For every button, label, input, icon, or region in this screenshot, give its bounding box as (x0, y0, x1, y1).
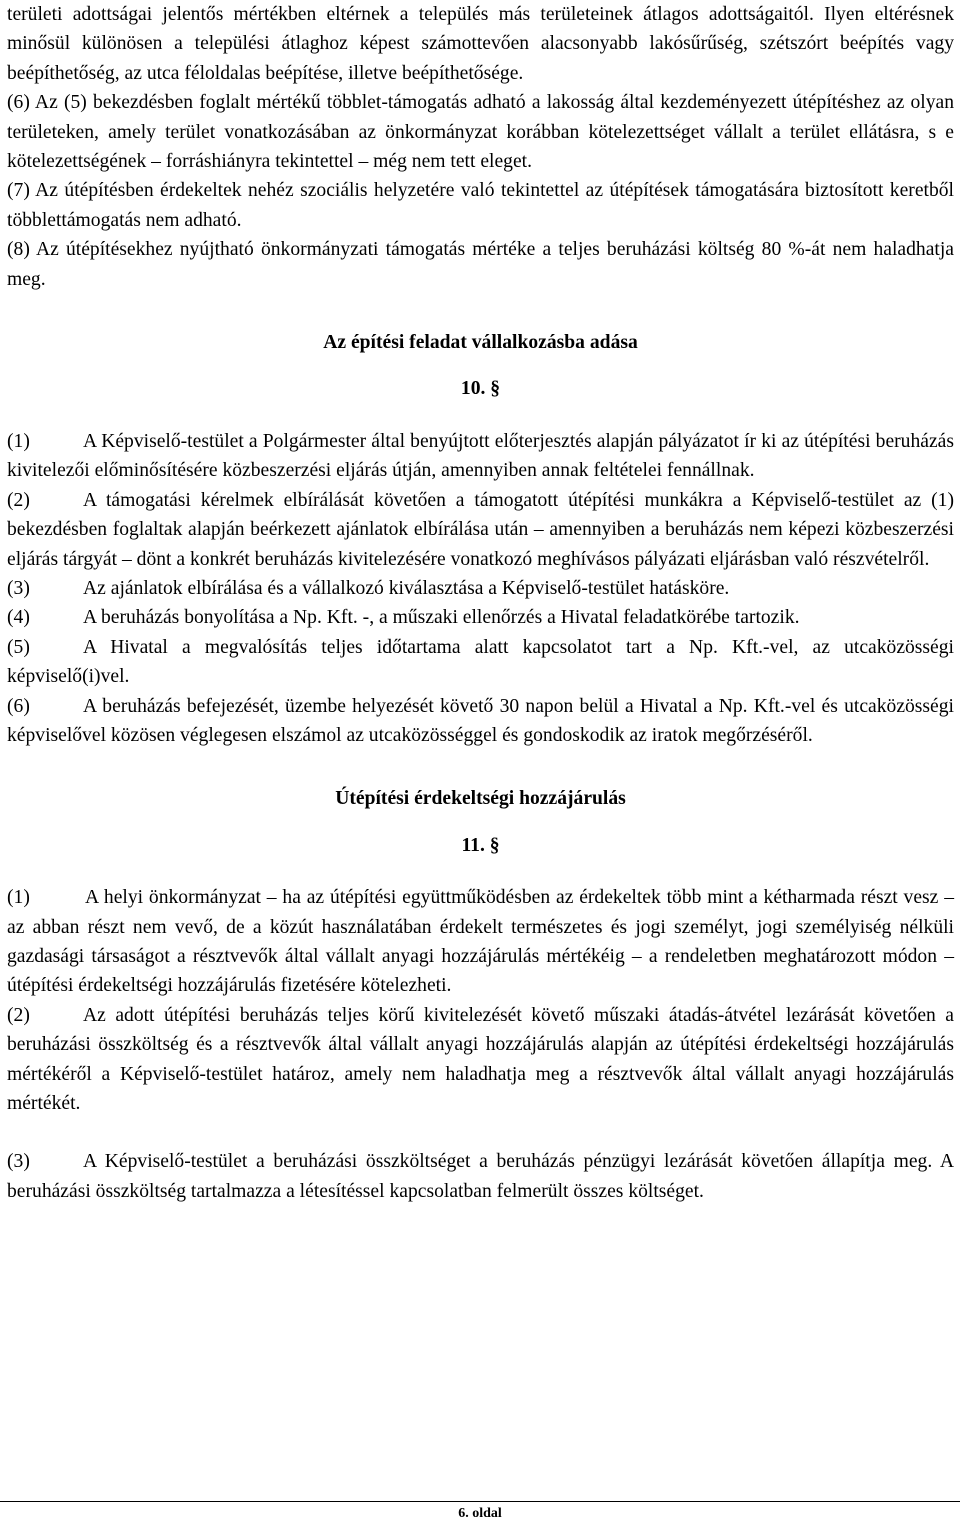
section-11-item-3 (7, 1147, 954, 1206)
item-text: A támogatási kérelmek elbírálását követően a támogatott útépítési munkákra a Képviselő-testület az (1) bekezdésben foglaltak alapján beérkezett ajánlatok elbírálása után – amennyiben a beruházás nem képezi közbeszerzési eljárás tárgyát – dönt a konkrét beruházás kivitelezésére vonatkozó meghívásos pályázati eljárásban való részvételről. (7, 489, 954, 570)
section-10-number: 10. § (460, 378, 501, 400)
paragraph-continuation: területi adottságai jelentős mértékben eltérnek a település más területeinek átlagos adottságaitól. Ilyen eltérésnek minősül különösen a települési átlaghoz képest számottevően alacsonyabb lakósűrűség, szétszórt beépítés vagy beépíthetőség, az utca féloldalas beépítése, illetve beépíthetősége. (7, 4, 954, 84)
item-number: (3) (7, 577, 30, 599)
section-11-items (7, 883, 954, 1206)
item-number: (2) (7, 489, 30, 511)
section-10-items (7, 427, 954, 750)
section-11-item-2 (7, 1001, 954, 1119)
item-text: A Hivatal a megvalósítás teljes időtartama alatt kapcsolatot tart a Np. Kft.-vel, az utcaközösségi képviselő(i)vel. (7, 636, 954, 688)
item-number: (3) (7, 1151, 30, 1173)
paragraph-7: (7) Az útépítésben érdekeltek nehéz szociális helyzetére való tekintettel az útépítések támogatására biztosított keretből többlettámogatás nem adható. (7, 180, 954, 231)
item-text: Az adott útépítési beruházás teljes körű kivitelezését követő műszaki átadás-átvétel lezárását követően a beruházási összköltség és a résztvevők által vállalt anyagi hozzájárulás alapján az útépítési érdekeltségi hozzájárulás mértékéről a Képviselő-testület határoz, amely nem haladhatja meg a résztvevők által vállalt anyagi hozzájárulás mértékét. (7, 1004, 954, 1114)
item-number: (6) (7, 695, 30, 717)
item-text: A helyi önkormányzat – ha az útépítési együttműködésben az érdekeltek több mint a kétharmada részt vesz – az abban részt nem vevő, de a közút használatában érdekelt természetes és jogi személyt, jogi személyiség nélküli gazdasági társaságot a résztvevők által vállalt anyagi hozzájárulás mértékéig – a rendeletben meghatározott módon – útépítési érdekeltségi hozzájárulás fizetésére kötelezheti. (7, 887, 954, 997)
item-text: A beruházás befejezését, üzembe helyezését követő 30 napon belül a Hivatal a Np. Kft.-vel és utcaközösségi képviselővel közösen véglegesen elszámol az utcaközösséggel és gondoskodik az iratok megőrzéséről. (7, 695, 954, 746)
document-page (7, 0, 954, 1206)
item-number: (2) (7, 1004, 30, 1026)
footer-divider (0, 1501, 960, 1502)
section-10-title: Az építési feladat vállalkozásba adása (323, 332, 638, 354)
page-number: 6. oldal (458, 1506, 502, 1521)
section-10-item-1 (7, 427, 954, 486)
section-10-item-5 (7, 633, 954, 692)
item-number: (4) (7, 607, 30, 629)
item-number: (1) (7, 887, 30, 909)
section-10-item-3 (7, 574, 954, 603)
item-text: Az ajánlatok elbírálása és a vállalkozó kiválasztása a Képviselő-testület hatásköre. (83, 577, 730, 599)
section-11-item-1 (7, 883, 954, 1001)
section-10-item-6 (7, 692, 954, 751)
section-11-number: 11. § (461, 834, 500, 856)
item-text: A beruházás bonyolítása a Np. Kft. -, a műszaki ellenőrzés a Hivatal feladatkörébe tartozik. (83, 607, 800, 629)
paragraph-6: (6) Az (5) bekezdésben foglalt mértékű többlet-támogatás adható a lakosság által kezdeményezett útépítéshez az olyan területeken, amely terület vonatkozásában az önkormányzat korábban kötelezettséget vállalt a terület ellátásra, s e kötelezettségének – forráshiányra tekintettel – még nem tett eleget. (7, 92, 954, 173)
section-10-item-4 (7, 603, 954, 632)
item-number: (5) (7, 636, 30, 658)
item-text: A Képviselő-testület a beruházási összköltséget a beruházás pénzügyi lezárását követően állapítja meg. A beruházási összköltség tartalmazza a létesítéssel kapcsolatban felmerült összes költséget. (7, 1151, 954, 1202)
paragraph-8: (8) Az útépítésekhez nyújtható önkormányzati támogatás mértéke a teljes beruházási költség 80 %-át nem haladhatja meg. (7, 239, 954, 290)
item-text: A Képviselő-testület a Polgármester által benyújtott előterjesztés alapján pályázatot ír ki az útépítési beruházás kivitelezői előminősítésére közbeszerzési eljárás útján, amennyiben annak feltételei fennállnak. (7, 430, 954, 482)
section-10-item-2 (7, 486, 954, 574)
item-number: (1) (7, 430, 30, 452)
section-11-title: Útépítési érdekeltségi hozzájárulás (335, 788, 626, 810)
